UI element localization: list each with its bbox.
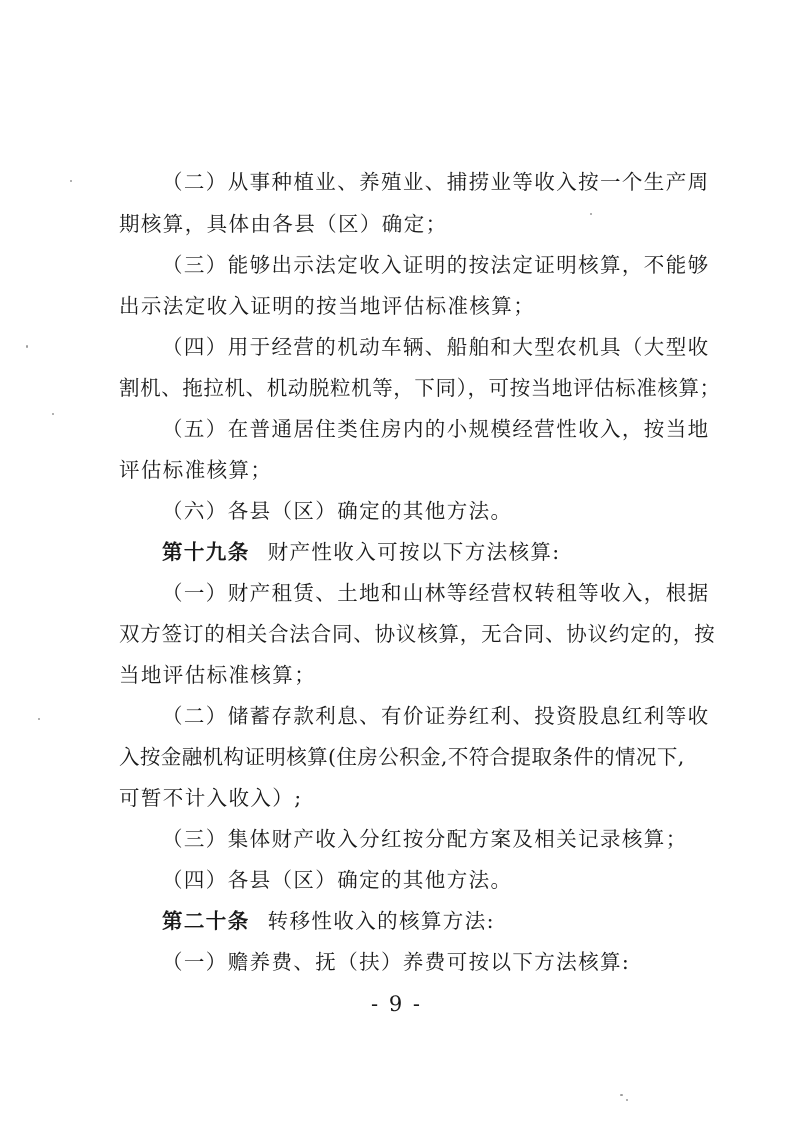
text-line: （三）集体财产收入分红按分配方案及相关记录核算；: [162, 827, 688, 851]
text-line: （一）财产租赁、土地和山林等经营权转租等收入，根据: [162, 581, 710, 605]
text-line: （二）储蓄存款利息、有价证券红利、投资股息红利等收: [162, 704, 710, 728]
text-line: （六）各县（区）确定的其他方法。: [162, 499, 513, 523]
scan-speck: [590, 213, 592, 215]
text-line: （一）赡养费、抚（扶）养费可按以下方法核算:: [162, 950, 631, 974]
text-line: 可暂不计入收入）;: [119, 786, 303, 810]
article-20-text: 转移性收入的核算方法:: [267, 909, 495, 933]
article-20-heading: 第二十条: [162, 909, 250, 933]
text-line: 出示法定收入证明的按当地评估标准核算；: [119, 294, 536, 318]
text-line: （四）用于经营的机动车辆、船舶和大型农机具（大型收: [162, 335, 710, 359]
scan-speck: [38, 718, 40, 720]
article-19-line: [0, 538, 793, 566]
text-line: 期核算，具体由各县（区）确定；: [119, 212, 448, 236]
text-line: （四）各县（区）确定的其他方法。: [162, 868, 513, 892]
text-line: 割机、拖拉机、机动脱粒机等，下同），可按当地评估标准核算；: [119, 376, 721, 400]
text-line: 双方签订的相关合法合同、协议核算，无合同、协议约定的，按: [119, 622, 716, 646]
page-number: - 9 -: [371, 992, 422, 1016]
scan-speck: [70, 180, 72, 182]
text-line: （二）从事种植业、养殖业、捕捞业等收入按一个生产周: [162, 170, 710, 194]
scan-speck: [620, 1094, 623, 1096]
text-line: 当地评估标准核算；: [119, 663, 317, 687]
text-line: （五）在普通居住类住房内的小规模经营性收入，按当地: [162, 417, 710, 441]
article-20-line: [0, 907, 793, 935]
text-line: 评估标准核算；: [119, 458, 273, 482]
article-19-heading: 第十九条: [162, 540, 250, 564]
text-line: （三）能够出示法定收入证明的按法定证明核算，不能够: [162, 253, 710, 277]
scan-speck: [626, 1099, 628, 1101]
scan-speck: [26, 345, 28, 348]
scan-speck: [52, 413, 54, 415]
text-line: 入按金融机构证明核算(住房公积金,不符合提取条件的情况下,: [119, 745, 685, 769]
article-19-text: 财产性收入可按以下方法核算:: [267, 540, 561, 564]
